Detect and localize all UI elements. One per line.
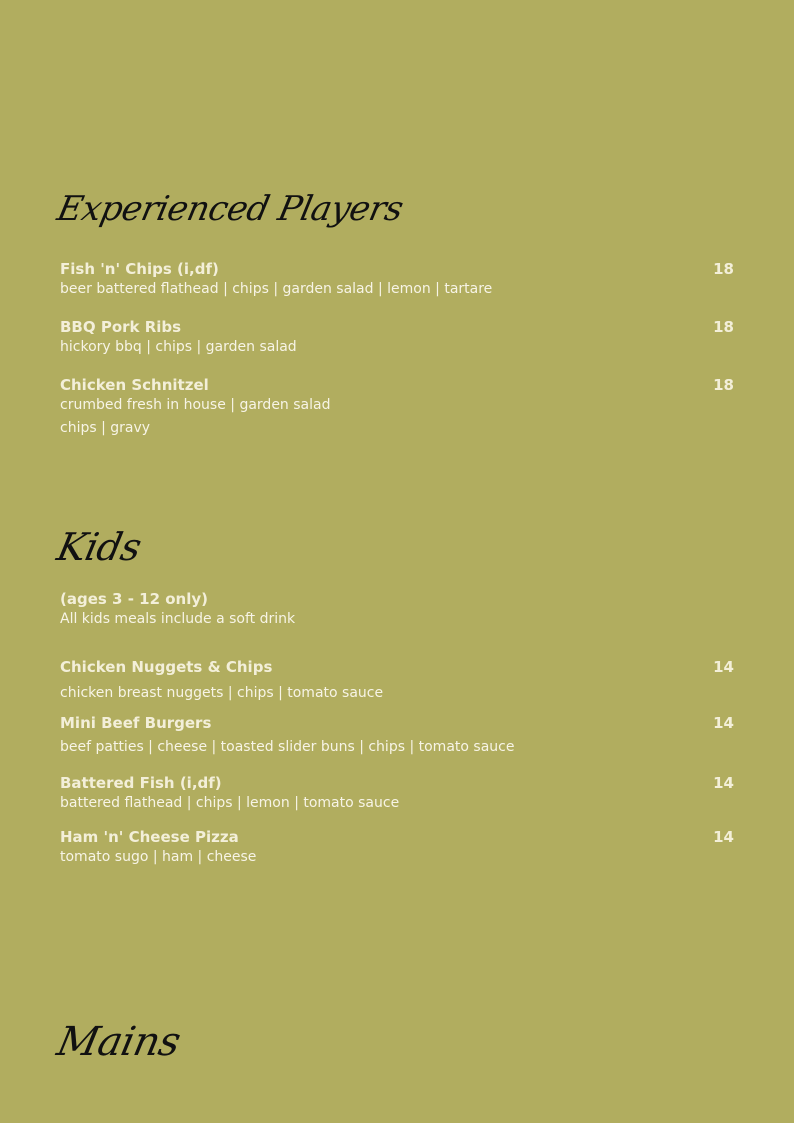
menu-item <box>60 828 734 869</box>
menu-item <box>60 774 734 815</box>
item-description: crumbed fresh in house | garden salad <box>60 397 331 413</box>
item-description: chicken breast nuggets | chips | tomato sauce <box>60 685 384 701</box>
section-title-experienced-players: Experienced Players <box>53 189 407 229</box>
item-name: Chicken Nuggets & Chips <box>60 658 273 676</box>
item-name: Fish 'n' Chips (i,df) <box>60 260 219 278</box>
item-description: battered flathead | chips | lemon | tomato sauce <box>60 795 400 811</box>
item-description: tomato sugo | ham | cheese <box>60 849 257 865</box>
item-price: 14 <box>713 714 734 732</box>
item-price: 14 <box>713 658 734 676</box>
item-name: BBQ Pork Ribs <box>60 318 182 336</box>
section-title-kids: Kids <box>53 525 146 569</box>
item-price: 18 <box>713 260 734 278</box>
menu-item <box>60 376 734 440</box>
section-title-mains: Mains <box>53 1019 185 1065</box>
item-price: 14 <box>713 828 734 846</box>
menu-item <box>60 318 734 359</box>
item-name: Battered Fish (i,df) <box>60 774 222 792</box>
item-description: beer battered flathead | chips | garden salad | lemon | tartare <box>60 281 493 297</box>
item-description: hickory bbq | chips | garden salad <box>60 339 297 355</box>
item-price: 18 <box>713 376 734 394</box>
menu-item <box>60 658 734 705</box>
item-price: 14 <box>713 774 734 792</box>
item-name: Mini Beef Burgers <box>60 714 212 732</box>
item-description: beef patties | cheese | toasted slider buns | chips | tomato sauce <box>60 739 515 755</box>
item-name: Ham 'n' Cheese Pizza <box>60 828 239 846</box>
item-description: chips | gravy <box>60 420 151 436</box>
item-price: 18 <box>713 318 734 336</box>
menu-item <box>60 714 734 759</box>
kids-drink-note: All kids meals include a soft drink <box>60 611 296 627</box>
item-name: Chicken Schnitzel <box>60 376 209 394</box>
kids-age-note: (ages 3 - 12 only) <box>60 590 209 608</box>
menu-item <box>60 260 734 301</box>
